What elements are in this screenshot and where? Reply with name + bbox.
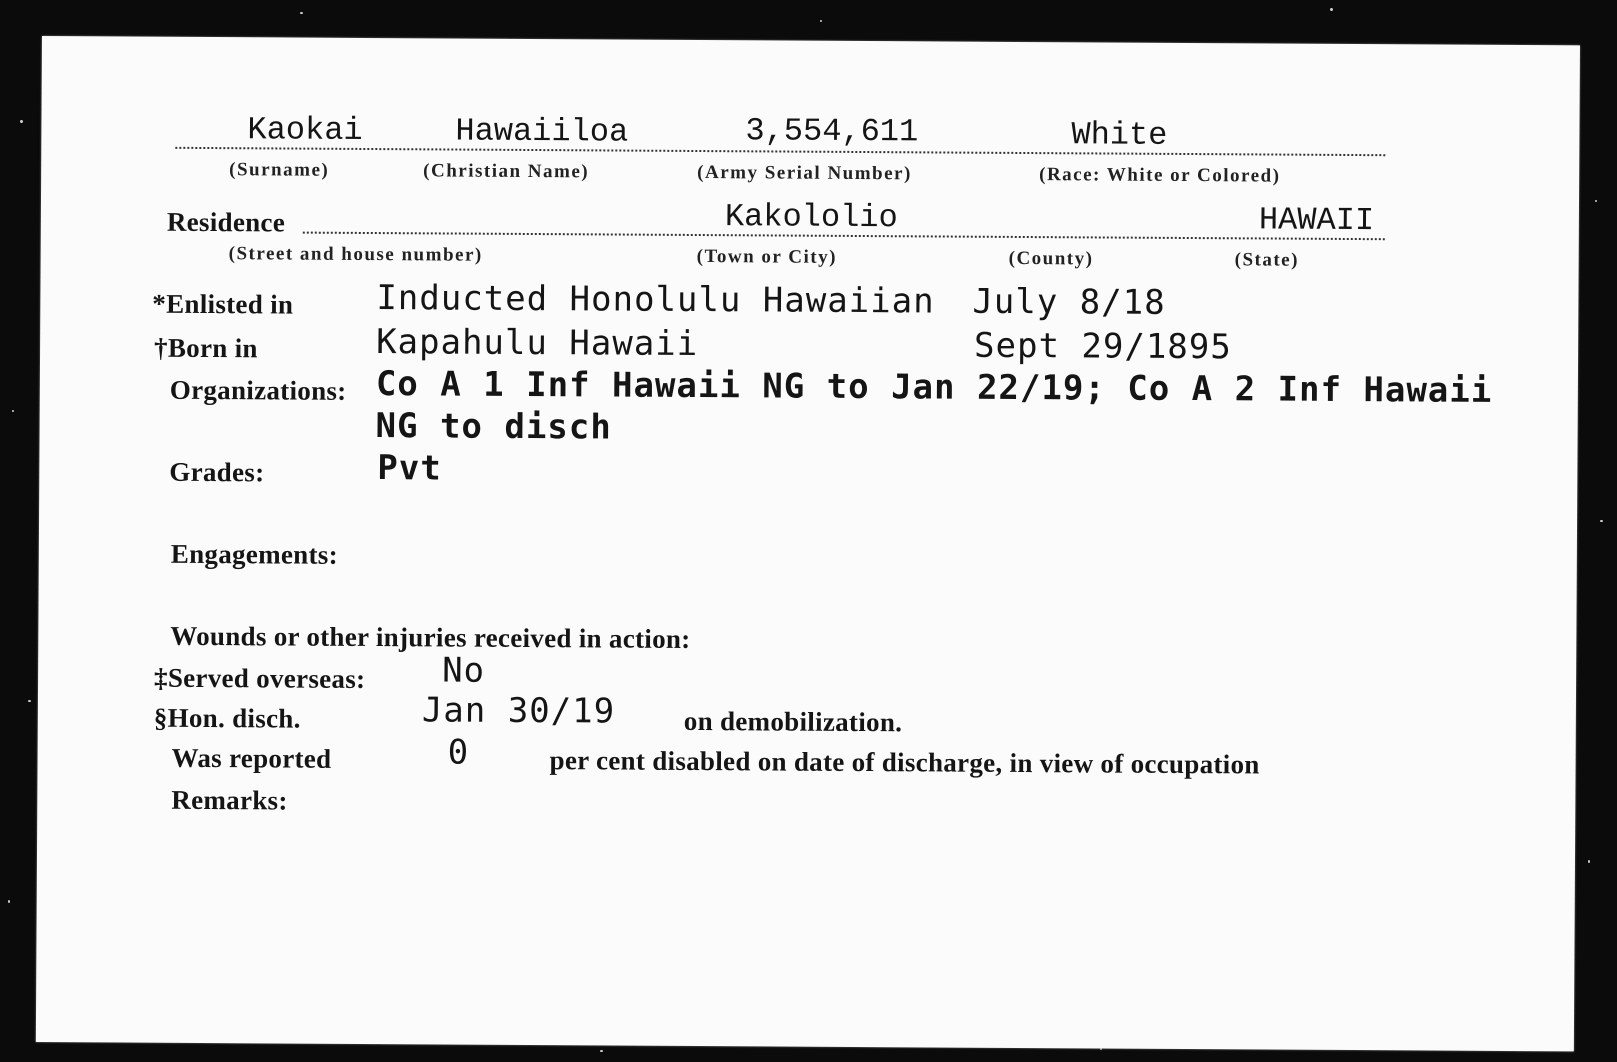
disability-value: 0	[447, 732, 470, 773]
residence-state-value: HAWAII	[1258, 201, 1375, 240]
overseas-value: No	[442, 650, 486, 691]
organizations-label: Organizations:	[169, 374, 347, 406]
serial-number-caption: (Army Serial Number)	[697, 162, 912, 185]
born-label: †Born in	[154, 332, 258, 364]
residence-town-value: Kakololio	[724, 198, 898, 237]
christian-name-value: Hawaiiloa	[455, 112, 629, 151]
overseas-label: ‡Served overseas:	[153, 662, 366, 694]
discharge-suffix: on demobilization.	[683, 705, 903, 738]
state-caption: (State)	[1234, 249, 1300, 271]
grades-value: Pvt	[377, 448, 442, 489]
discharge-date: Jan 30/19	[421, 690, 616, 732]
street-caption: (Street and house number)	[228, 243, 483, 266]
disability-label: Was reported	[171, 742, 332, 774]
race-caption: (Race: White or Colored)	[1039, 164, 1281, 187]
serial-number-value: 3,554,611	[745, 112, 919, 151]
christian-name-caption: (Christian Name)	[423, 160, 590, 183]
surname-value: Kaokai	[247, 111, 363, 149]
grades-label: Grades:	[169, 456, 265, 488]
race-value: White	[1071, 116, 1168, 154]
engagements-label: Engagements:	[170, 538, 339, 570]
residence-label: Residence	[166, 206, 286, 238]
town-caption: (Town or City)	[696, 246, 838, 268]
wounds-label: Wounds or other injuries received in action:	[170, 620, 691, 654]
enlisted-value: Inducted Honolulu Hawaiian	[376, 278, 935, 322]
surname-caption: (Surname)	[229, 159, 330, 181]
county-caption: (County)	[1008, 247, 1094, 270]
born-place-value: Kapahulu Hawaii	[376, 322, 699, 365]
remarks-label: Remarks:	[171, 784, 288, 816]
disability-suffix: per cent disabled on date of discharge, in view of occupation	[549, 745, 1260, 780]
enlisted-date: July 8/18	[972, 281, 1166, 323]
born-date-value: Sept 29/1895	[974, 325, 1232, 368]
organizations-line1: Co A 1 Inf Hawaii NG to Jan 22/19; Co A 2 Inf Hawaii	[375, 364, 1493, 411]
enlisted-label: *Enlisted in	[152, 288, 294, 320]
service-record-card	[36, 36, 1580, 1051]
discharge-label: §Hon. disch.	[153, 702, 301, 734]
organizations-line2: NG to disch	[375, 406, 612, 448]
